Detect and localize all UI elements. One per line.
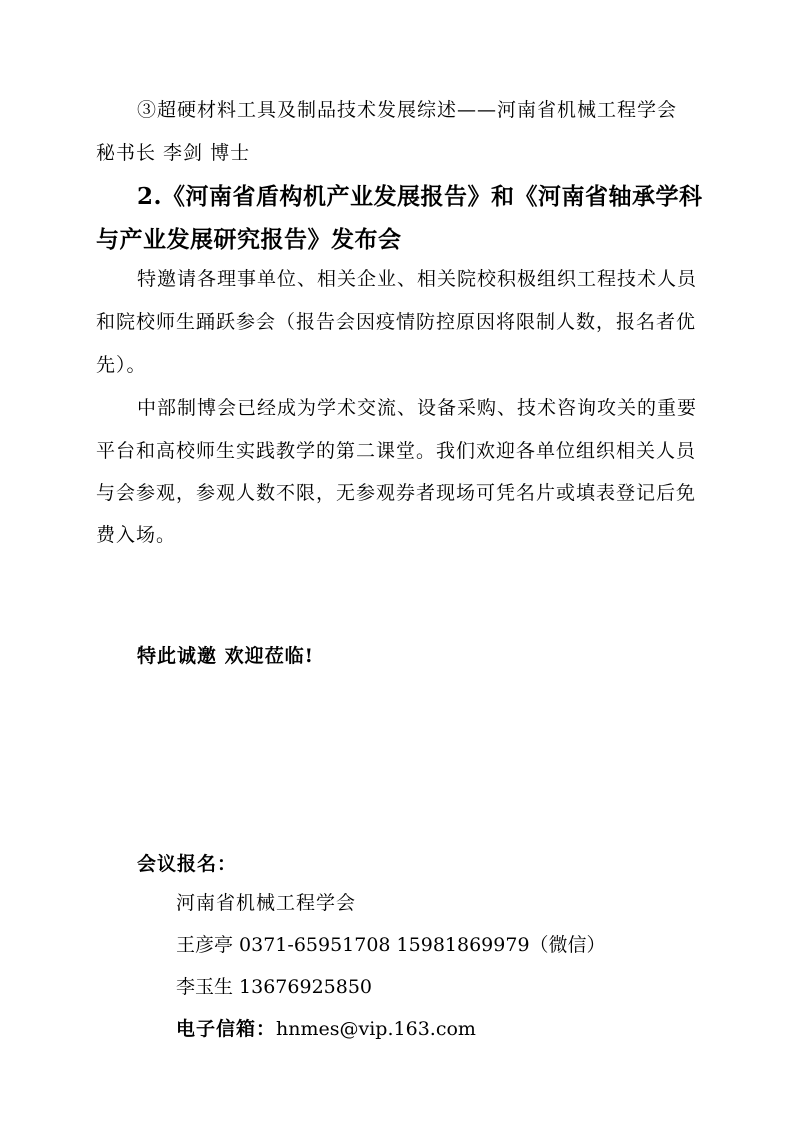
paragraph-1-line-2: 和院校师生踊跃参会（报告会因疫情防控原因将限制人数，报名者优 [96,311,697,333]
section-2-title-line-1: 2.《河南省盾构机产业发展报告》和《河南省轴承学科 [137,183,703,210]
item-3-line-2: 秘书长 李剑 博士 [96,142,251,164]
paragraph-2-line-2: 平台和高校师生实践教学的第二课堂。我们欢迎各单位组织相关人员 [96,440,697,462]
section-2-title-line-2: 与产业发展研究报告》发布会 [96,226,402,253]
paragraph-1-line-1: 特邀请各理事单位、相关企业、相关院校积极组织工程技术人员 [137,268,698,290]
registration-contact-1: 王彦亭 0371-65951708 15981869979（微信） [176,934,606,956]
email-label: 电子信箱： [176,1018,277,1040]
registration-heading: 会议报名： [137,853,238,875]
registration-organization: 河南省机械工程学会 [176,892,357,914]
closing-invitation: 特此诚邀 欢迎莅临! [137,645,314,667]
item-3-line-1: ③超硬材料工具及制品技术发展综述——河南省机械工程学会 [137,99,678,121]
registration-email-row [176,1016,476,1042]
email-address[interactable]: hnmes@vip.163.com [276,1018,476,1040]
paragraph-2-line-3: 与会参观，参观人数不限，无参观券者现场可凭名片或填表登记后免 [96,482,697,504]
registration-contact-2: 李玉生 13676925850 [176,976,373,998]
paragraph-1-line-3: 先）。 [96,354,147,376]
paragraph-2-line-1: 中部制博会已经成为学术交流、设备采购、技术咨询攻关的重要 [137,397,698,419]
paragraph-2-line-4: 费入场。 [96,524,177,546]
